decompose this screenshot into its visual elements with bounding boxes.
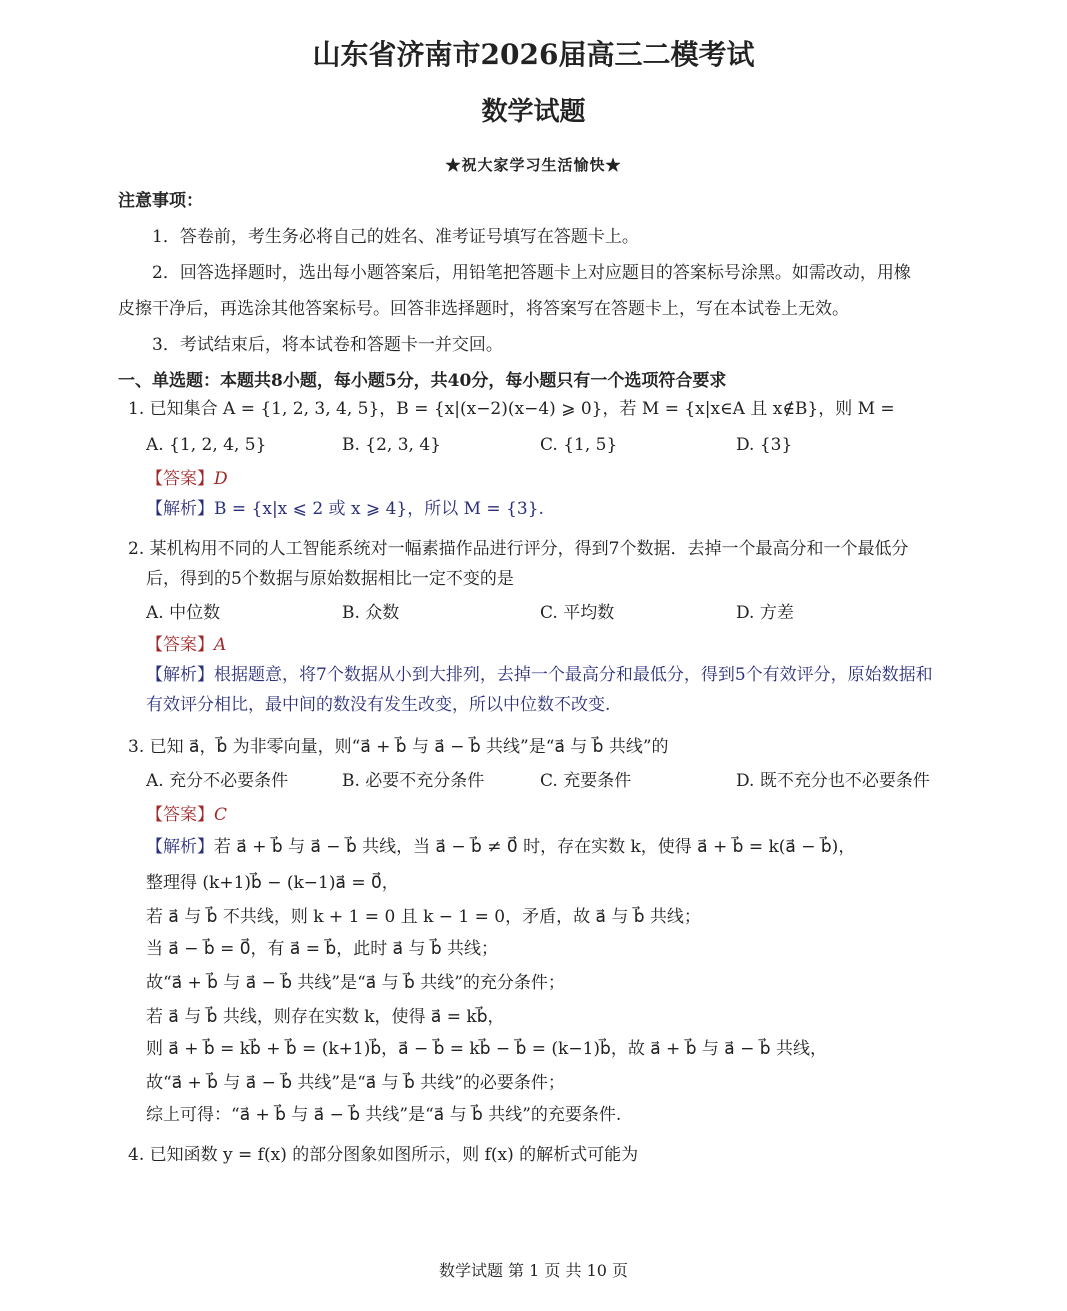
explanation-text: 根据题意，将7个数据从小到大排列，去掉一个最高分和最低分，得到5个有效评分，原始数据和 [214, 665, 933, 685]
q3-option-d: D. 既不充分也不必要条件 [736, 771, 930, 791]
note-2b: 皮擦干净后，再选涂其他答案标号。回答非选择题时，将答案写在答题卡上，写在本试卷上无效。 [118, 299, 849, 319]
q1-stem: 1. 已知集合 A = {1, 2, 3, 4, 5}，B = {x|(x−2)(x−4) ⩾ 0}，若 M = {x|x∈A 且 x∉B}，则 M = [128, 399, 895, 419]
q3-explanation-line5: 故“a⃗ + b⃗ 与 a⃗ − b⃗ 共线”是“a⃗ 与 b⃗ 共线”的充分条件； [146, 973, 565, 993]
explanation-text: 若 a⃗ + b⃗ 与 a⃗ − b⃗ 共线，当 a⃗ − b⃗ ≠ 0⃗ 时，存在实数 k，使得 a⃗ + b⃗ = k(a⃗ − b⃗)， [214, 837, 856, 857]
q2-answer [146, 634, 226, 656]
q3-option-b: B. 必要不充分条件 [342, 771, 485, 791]
answer-value: D [214, 469, 228, 489]
q3-answer [146, 804, 227, 826]
q3-explanation-line9: 综上可得：“a⃗ + b⃗ 与 a⃗ − b⃗ 共线”是“a⃗ 与 b⃗ 共线”的充要条件. [146, 1105, 622, 1125]
notes-heading: 注意事项： [118, 191, 203, 211]
explanation-text: B = {x|x ⩽ 2 或 x ⩾ 4}，所以 M = {3}. [214, 499, 544, 519]
explanation-tag: 【解析】 [146, 837, 214, 857]
q1-option-a: A. {1, 2, 4, 5} [146, 435, 267, 455]
q2-stem-line1: 2. 某机构用不同的人工智能系统对一幅素描作品进行评分，得到7个数据．去掉一个最高分和一个最低分 [128, 539, 909, 559]
q2-option-d: D. 方差 [736, 603, 794, 623]
q4-stem: 4. 已知函数 y = f(x) 的部分图象如图所示，则 f(x) 的解析式可能为 [128, 1145, 639, 1165]
motto: ★祝大家学习生活愉快★ [445, 156, 622, 174]
note-1: 1．答卷前，考生务必将自己的姓名、准考证号填写在答题卡上。 [152, 227, 639, 247]
note-2a: 2．回答选择题时，选出每小题答案后，用铅笔把答题卡上对应题目的答案标号涂黑。如需改动，用橡 [152, 263, 911, 283]
q2-option-c: C. 平均数 [540, 603, 615, 623]
q1-option-b: B. {2, 3, 4} [342, 435, 441, 455]
q2-stem-line2: 后，得到的5个数据与原始数据相比一定不变的是 [146, 569, 514, 589]
answer-value: A [214, 635, 227, 655]
q2-explanation-line1 [146, 664, 933, 686]
explanation-tag: 【解析】 [146, 499, 214, 519]
q3-explanation-line3: 若 a⃗ 与 b⃗ 不共线，则 k + 1 = 0 且 k − 1 = 0，矛盾，故 a⃗ 与 b⃗ 共线； [146, 907, 701, 927]
note-3: 3．考试结束后，将本试卷和答题卡一并交回。 [152, 335, 503, 355]
page-footer: 数学试题 第 1 页 共 10 页 [438, 1261, 629, 1280]
answer-tag: 【答案】 [146, 469, 214, 489]
answer-tag: 【答案】 [146, 805, 214, 825]
exam-subtitle: 数学试题 [481, 97, 586, 127]
q1-explanation [146, 498, 544, 520]
q3-explanation-line8: 故“a⃗ + b⃗ 与 a⃗ − b⃗ 共线”是“a⃗ 与 b⃗ 共线”的必要条件； [146, 1073, 565, 1093]
q3-explanation-line1 [146, 836, 855, 858]
answer-tag: 【答案】 [146, 635, 214, 655]
q3-explanation-line4: 当 a⃗ − b⃗ = 0⃗，有 a⃗ = b⃗，此时 a⃗ 与 b⃗ 共线； [146, 939, 499, 959]
q3-stem: 3. 已知 a⃗，b⃗ 为非零向量，则“a⃗ + b⃗ 与 a⃗ − b⃗ 共线”是“a⃗ 与 b⃗ 共线”的 [128, 737, 669, 757]
answer-value: C [214, 805, 228, 825]
q3-option-c: C. 充要条件 [540, 771, 632, 791]
explanation-tag: 【解析】 [146, 665, 214, 685]
q2-option-b: B. 众数 [342, 603, 400, 623]
q1-answer [146, 468, 228, 490]
q2-option-a: A. 中位数 [146, 603, 221, 623]
q3-explanation-line6: 若 a⃗ 与 b⃗ 共线，则存在实数 k，使得 a⃗ = kb⃗， [146, 1007, 505, 1027]
q1-option-c: C. {1, 5} [540, 435, 618, 455]
q3-explanation-line7: 则 a⃗ + b⃗ = kb⃗ + b⃗ = (k+1)b⃗，a⃗ − b⃗ = kb⃗ − b⃗ = (k−1)b⃗，故 a⃗ + b⃗ 与 a⃗ − b⃗ 共线， [146, 1039, 827, 1059]
q1-option-d: D. {3} [736, 435, 793, 455]
q3-option-a: A. 充分不必要条件 [146, 771, 289, 791]
q2-explanation-line2: 有效评分相比，最中间的数没有发生改变，所以中位数不改变. [146, 695, 611, 715]
exam-title: 山东省济南市2026届高三二模考试 [312, 38, 755, 71]
q3-explanation-line2: 整理得 (k+1)b⃗ − (k−1)a⃗ = 0⃗， [146, 873, 399, 893]
section-heading: 一、单选题：本题共8小题，每小题5分，共40分，每小题只有一个选项符合要求 [118, 371, 727, 391]
